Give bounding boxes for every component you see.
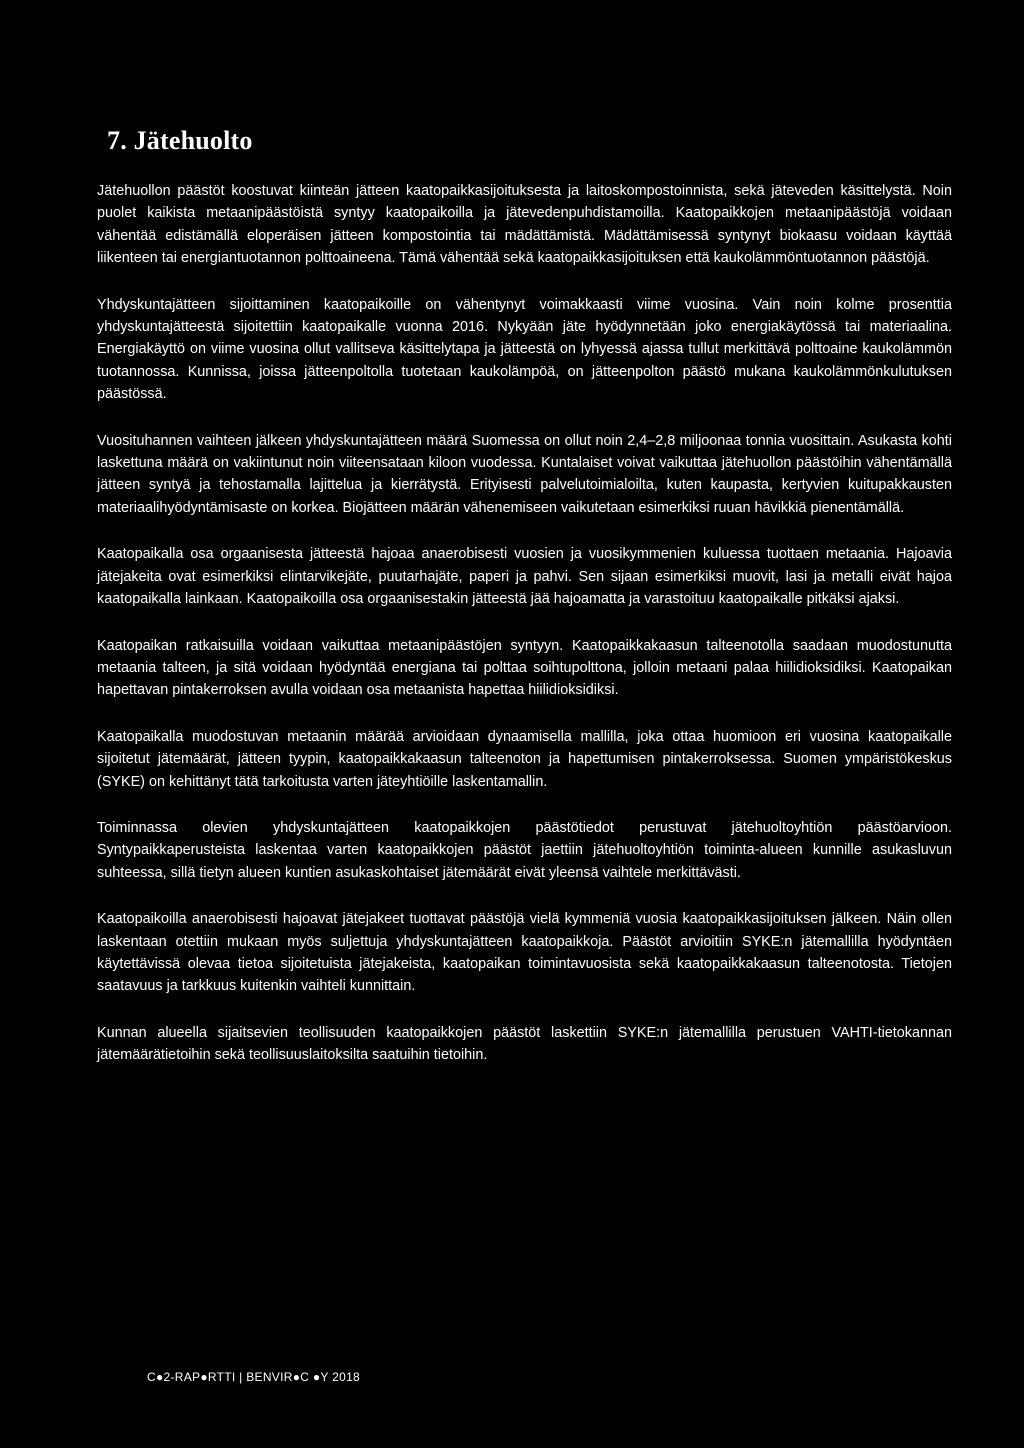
- paragraph: Toiminnassa olevien yhdyskuntajätteen kaatopaikkojen päästötiedot perustuvat jätehuoltoyhtiön päästöarvioon. Syntypaikkaperusteista laskentaa varten kaatopaikkojen päästöt jaettiin jätehuoltoyhtiön toiminta-alueen kunnille asukasluvun suhteessa, sillä tietyn alueen kuntien asukaskohtaiset jätemäärät eivät yleensä vaihtele merkittävästi.: [97, 819, 952, 881]
- paragraph: Kaatopaikalla osa orgaanisesta jätteestä hajoaa anaerobisesti vuosien ja vuosikymmenien kuluessa tuottaen metaania. Hajoavia jätejakeita ovat esimerkiksi elintarvikejäte, puutarhajäte, paperi ja pahvi. Sen sijaan esimerkiksi muovit, lasi ja metalli eivät hajoa kaatopaikalla lainkaan. Kaatopaikoilla osa orgaanisestakin jätteestä jää hajoamatta ja varastoituu kaatopaikalle pitkäksi ajaksi.: [97, 546, 952, 608]
- paragraph: Kaatopaikoilla anaerobisesti hajoavat jätejakeet tuottavat päästöjä vielä kymmeniä vuosia kaatopaikkasijoituksen jälkeen. Näin ollen laskentaan otettiin mukaan myös suljettuja yhdyskuntajätteen kaatopaikkoja. Päästöt arvioitiin SYKE:n jätemallilla hyödyntäen käytettävissä olevaa tietoa sijoitetuista jätejakeista, kaatopaikan toimintavuosista sekä kaatopaikkakaasun talteenotosta. Tietojen saatavuus ja tarkkuus kuitenkin vaihteli kunnittain.: [97, 911, 952, 995]
- paragraph: Kaatopaikan ratkaisuilla voidaan vaikuttaa metaanipäästöjen syntyyn. Kaatopaikkakaasun talteenotolla saadaan muodostunutta metaania talteen, ja sitä voidaan hyödyntää energiana tai polttaa soihtupolttona, jolloin metaani palaa hiilidioksidiksi. Kaatopaikan hapettavan pintakerroksen avulla voidaan osa metaanista hapettaa hiilidioksidiksi.: [97, 637, 952, 699]
- paragraph: Kunnan alueella sijaitsevien teollisuuden kaatopaikkojen päästöt laskettiin SYKE:n jätemallilla perustuen VAHTI-tietokannan jätemäärätietoihin sekä teollisuuslaitoksilta saatuihin tietoihin.: [97, 1024, 952, 1064]
- paragraph: Vuosituhannen vaihteen jälkeen yhdyskuntajätteen määrä Suomessa on ollut noin 2,4–2,8 miljoonaa tonnia vuosittain. Asukasta kohti laskettuna määrä on vakiintunut noin viiteensataan kiloon vuodessa. Kuntalaiset voivat vaikuttaa jätehuollon päästöihin vähentämällä jätteen syntyä ja tehostamalla lajittelua ja kierrätystä. Erityisesti palvelutoimialoilta, kuten kaupasta, kertyvien kuitupakkausten materiaalihyödyntämisaste on korkea. Biojätteen määrän vähenemiseen vaikutetaan esimerkiksi ruuan hävikkiä pienentämällä.: [97, 432, 952, 516]
- paragraph: Yhdyskuntajätteen sijoittaminen kaatopaikoille on vähentynyt voimakkaasti viime vuosina. Vain noin kolme prosenttia yhdyskuntajätteestä sijoitettiin kaatopaikalle vuonna 2016. Nykyään jäte hyödynnetään joko energiakäytössä tai materiaalina. Energiakäyttö on viime vuosina ollut vallitseva käsittelytapa ja jätteestä on lyhyessä ajassa tullut merkittävä polttoaine kaukolämmön tuotannossa. Kunnissa, joissa jätteenpoltolla tuotetaan kaukolämpöä, on jätteenpolton päästö mukana kaukolämmönkulutuksen päästössä.: [97, 296, 952, 403]
- page-footer: C●2-RAP●RTTI | BENVIR●C ●Y 2018: [147, 1370, 361, 1384]
- paragraph: Jätehuollon päästöt koostuvat kiinteän jätteen kaatopaikkasijoituksesta ja laitoskompostoinnista, sekä jäteveden käsittelystä. Noin puolet kaikista metaanipäästöistä syntyy kaatopaikoilla ja jätevedenpuhdistamoilla. Kaatopaikkojen metaanipäästöjä voidaan vähentää edistämällä eloperäisen jätteen kompostointia tai mädättämistä. Mädättämisessä syntynyt biokaasu voidaan käyttää liikenteen tai energiantuotannon polttoaineena. Tämä vähentää sekä kaatopaikkasijoituksen että kaukolämmöntuotannon päästöjä.: [97, 183, 952, 267]
- paragraph: Kaatopaikalla muodostuvan metaanin määrää arvioidaan dynaamisella mallilla, joka ottaa huomioon eri vuosina kaatopaikalle sijoitetut jätemäärät, jätteen tyypin, kaatopaikkakaasun talteenoton ja hapettumisen pintakerroksessa. Suomen ympäristökeskus (SYKE) on kehittänyt tätä tarkoitusta varten jäteyhtiöille laskentamallin.: [97, 728, 952, 790]
- section-title: 7. Jätehuolto: [107, 126, 253, 155]
- body-text: [97, 180, 952, 1091]
